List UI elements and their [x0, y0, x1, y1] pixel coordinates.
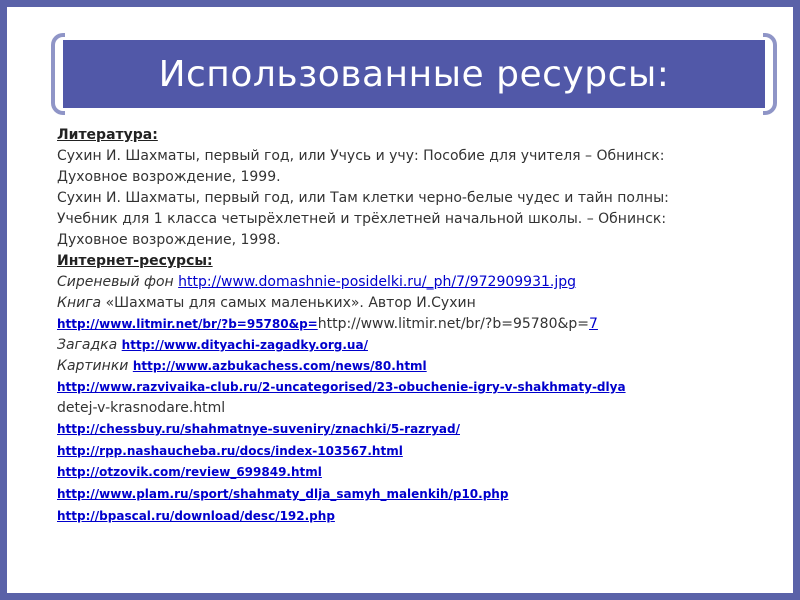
resources-content [57, 125, 787, 527]
pictures-label: Картинки [57, 358, 129, 374]
literature-heading: Литература: [57, 127, 158, 143]
razvivaika-tail: detej-v-krasnodare.html [57, 400, 226, 416]
literature-line: Духовное возрождение, 1999. [57, 169, 281, 185]
book-resource [57, 293, 787, 314]
litmir-tail-link[interactable]: 7 [589, 316, 598, 332]
razvivaika-link[interactable]: http://www.razvivaika-club.ru/2-uncategorised/23-obuchenie-igry-v-shakhmaty-dlya [57, 380, 626, 394]
background-resource [57, 272, 787, 293]
right-bracket-decoration [763, 33, 777, 115]
background-label: Сиреневый фон [57, 274, 174, 290]
riddle-link[interactable]: http://www.dityachi-zagadky.org.ua/ [121, 338, 368, 352]
nashaucheba-link[interactable]: http://rpp.nashaucheba.ru/docs/index-103567.html [57, 443, 403, 458]
chessbuy-link[interactable]: http://chessbuy.ru/shahmatnye-suveniry/znachki/5-razryad/ [57, 422, 460, 436]
link-row [57, 419, 787, 441]
literature-line: Сухин И. Шахматы, первый год, или Там клетки черно-белые чудес и тайн полны: [57, 190, 669, 206]
title-banner [51, 33, 777, 115]
internet-heading: Интернет-ресурсы: [57, 253, 213, 269]
link-row [57, 506, 787, 528]
link-row [57, 462, 787, 484]
book-label: Книга [57, 295, 102, 311]
literature-line: Сухин И. Шахматы, первый год, или Учусь и учу: Пособие для учителя – Обнинск: [57, 148, 665, 164]
litmir-resource [57, 314, 787, 335]
link-row [57, 484, 787, 506]
literature-line: Учебник для 1 класса четырёхлетней и трёхлетней начальной школы. – Обнинск: [57, 211, 667, 227]
book-text: «Шахматы для самых маленьких». Автор И.Сухин [101, 295, 476, 311]
litmir-link[interactable]: http://www.litmir.net/br/?b=95780&p= [57, 317, 318, 331]
pictures-resource [57, 356, 787, 377]
page-title: Использованные ресурсы: [158, 53, 670, 95]
pictures-link[interactable]: http://www.azbukachess.com/news/80.html [132, 359, 427, 373]
background-link[interactable]: http://www.domashnie-posidelki.ru/_ph/7/972909931.jpg [178, 274, 577, 290]
otzovik-link[interactable]: http://otzovik.com/review_699849.html [57, 465, 322, 480]
riddle-label: Загадка [57, 337, 118, 353]
title-box [63, 40, 765, 108]
bpascal-link[interactable]: http://bpascal.ru/download/desc/192.php [57, 508, 335, 523]
link-row [57, 441, 787, 463]
litmir-text: http://www.litmir.net/br/?b=95780&p= [317, 316, 590, 332]
literature-line: Духовное возрождение, 1998. [57, 232, 281, 248]
plam-link[interactable]: http://www.plam.ru/sport/shahmaty_dlja_samyh_malenkih/p10.php [57, 487, 509, 502]
riddle-resource [57, 335, 787, 356]
razvivaika-resource [57, 377, 787, 398]
